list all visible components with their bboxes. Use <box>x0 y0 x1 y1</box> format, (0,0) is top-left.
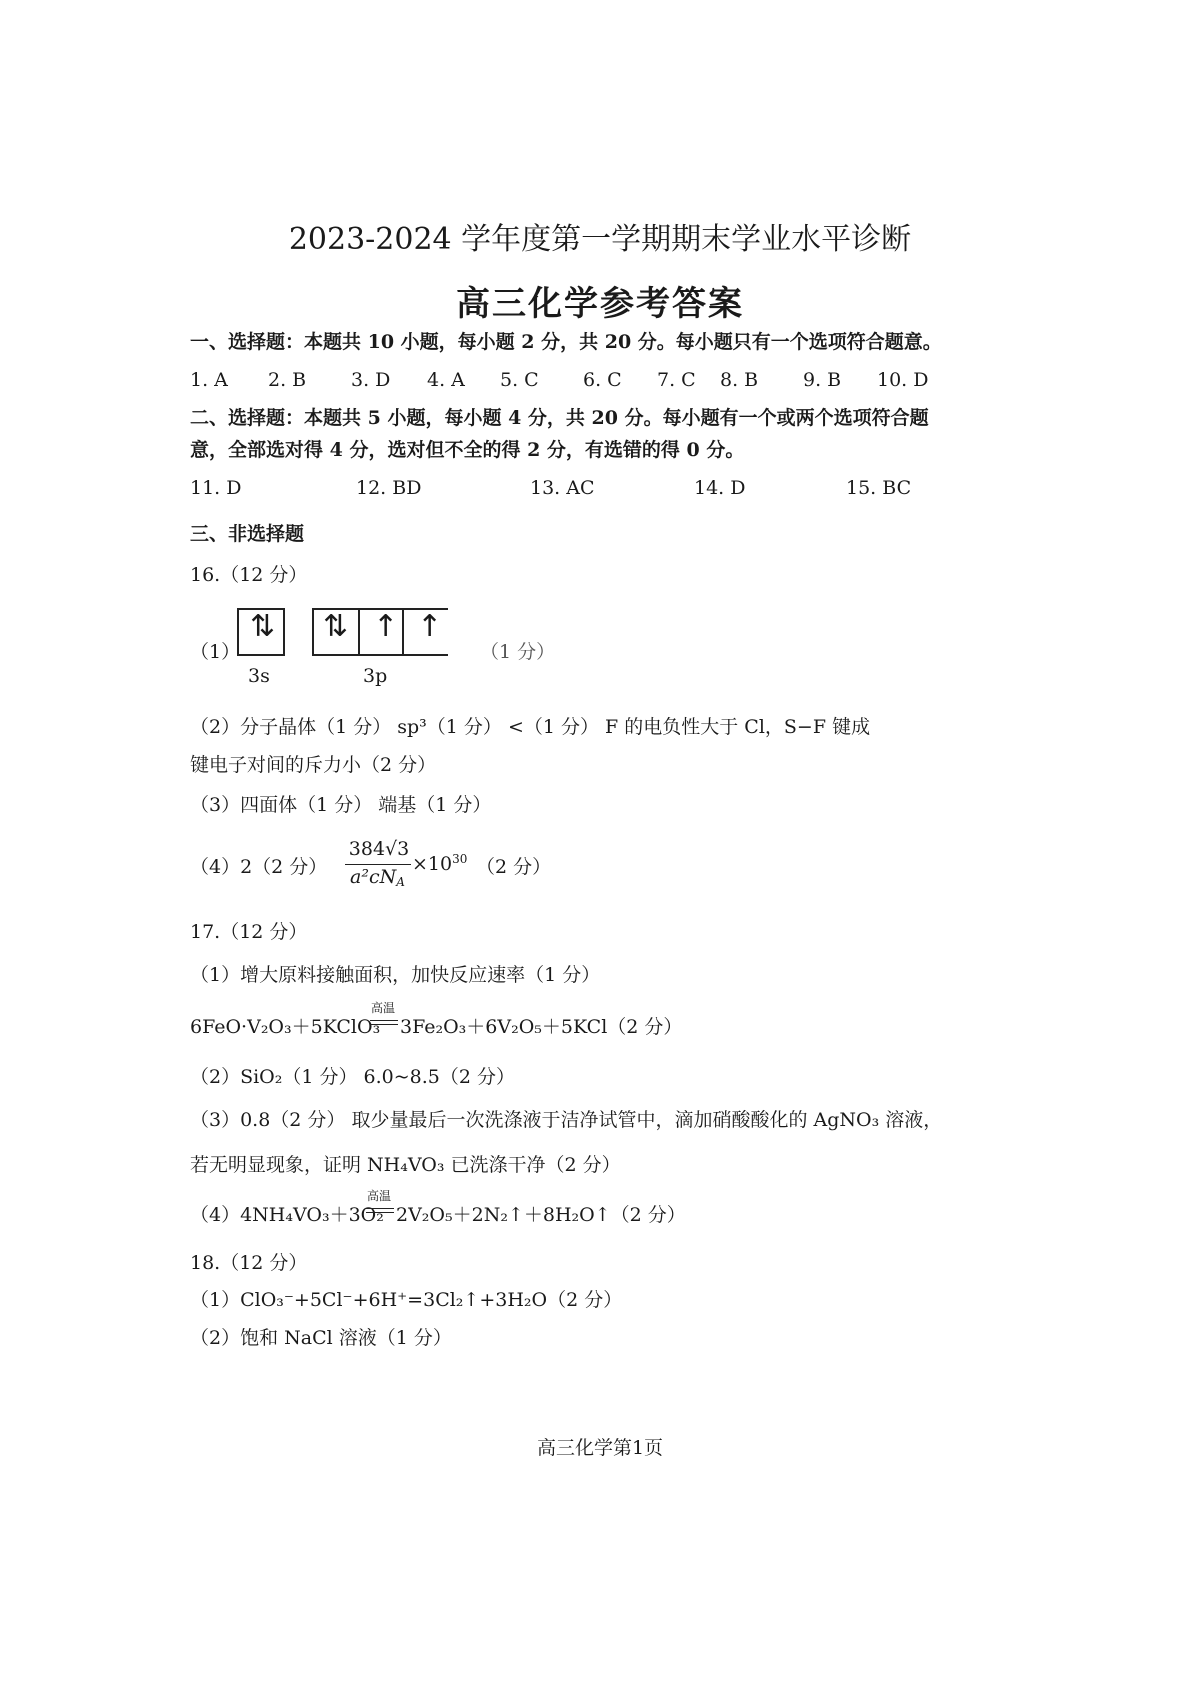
page-footer: 高三化学第1页 <box>536 1437 664 1459</box>
q16-part4-label: （4）2（2 分） <box>190 856 328 878</box>
q18-part2: （2）饱和 NaCl 溶液（1 分） <box>190 1327 452 1349</box>
q16-multiplier <box>412 852 467 875</box>
answer-6: 6. C <box>583 369 622 391</box>
q17-part1: （1）增大原料接触面积，加快反应速率（1 分） <box>190 964 601 986</box>
answer-5: 5. C <box>500 369 539 391</box>
exam-title: 2023-2024 学年度第一学期期末学业水平诊断 <box>288 222 912 257</box>
q18-header: 18.（12 分） <box>190 1252 308 1274</box>
q16-part3: （3）四面体（1 分） 端基（1 分） <box>190 794 492 816</box>
up-arrow-icon: ↑ <box>373 609 399 644</box>
answer-14: 14. D <box>694 477 746 499</box>
up-down-arrow-icon: ⇅ <box>250 609 276 644</box>
orbital-label-3s: 3s <box>248 665 270 687</box>
answer-12: 12. BD <box>356 477 422 499</box>
q17-part3-line2: 若无明显现象，证明 NH₄VO₃ 已洗涤干净（2 分） <box>190 1154 621 1176</box>
orbital-box-3s <box>237 608 285 656</box>
q16-part4-score: （2 分） <box>476 856 552 878</box>
q16-part1-label: （1） <box>190 641 241 663</box>
up-down-arrow-icon: ⇅ <box>323 609 349 644</box>
answer-10: 10. D <box>877 369 929 391</box>
q17-part2: （2）SiO₂（1 分） 6.0~8.5（2 分） <box>190 1066 516 1088</box>
q16-part1-score: （1 分） <box>480 641 556 663</box>
answer-8: 8. B <box>720 369 759 391</box>
equals-sign <box>370 1020 398 1025</box>
multiplier-exponent: 30 <box>452 852 468 866</box>
q16-fraction-denominator <box>350 866 405 889</box>
section3-heading: 三、非选择题 <box>190 523 305 545</box>
answer-7: 7. C <box>657 369 696 391</box>
denominator-main: a²cN <box>350 866 397 888</box>
q17-eq2-right: 2V₂O₅＋2N₂↑＋8H₂O↑（2 分） <box>396 1204 686 1226</box>
equals-sign <box>366 1208 394 1213</box>
orbital-divider <box>402 610 404 654</box>
answer-9: 9. B <box>803 369 842 391</box>
answer-1: 1. A <box>190 369 228 391</box>
q18-part1: （1）ClO₃⁻+5Cl⁻+6H⁺=3Cl₂↑+3H₂O（2 分） <box>190 1289 623 1311</box>
answer-3: 3. D <box>351 369 391 391</box>
orbital-box-3p <box>312 608 448 656</box>
q16-header: 16.（12 分） <box>190 564 308 586</box>
multiplier-base: ×10 <box>412 853 453 875</box>
answer-11: 11. D <box>190 477 242 499</box>
q17-part3-line1: （3）0.8（2 分） 取少量最后一次洗涤液于洁净试管中，滴加硝酸酸化的 AgNO₃ 溶液， <box>190 1109 943 1131</box>
section2-heading-line2: 意，全部选对得 4 分，选对但不全的得 2 分，有选错的得 0 分。 <box>190 439 745 461</box>
q17-eq1-condition: 高温 <box>371 1001 396 1015</box>
answer-2: 2. B <box>268 369 307 391</box>
q16-fraction-numerator: 384√3 <box>348 838 410 860</box>
orbital-divider <box>358 610 360 654</box>
section2-heading-line1: 二、选择题：本题共 5 小题，每小题 4 分，共 20 分。每小题有一个或两个选项符合题 <box>190 407 929 429</box>
denominator-subscript: A <box>396 875 405 889</box>
answer-key-subtitle: 高三化学参考答案 <box>456 284 744 324</box>
orbital-label-3p: 3p <box>363 665 388 687</box>
q17-eq1-left: 6FeO·V₂O₃＋5KClO₃ <box>190 1016 381 1038</box>
answer-15: 15. BC <box>846 477 912 499</box>
q17-header: 17.（12 分） <box>190 921 308 943</box>
q17-eq2-left: （4）4NH₄VO₃＋3O₂ <box>190 1204 384 1226</box>
q16-part2-line1: （2）分子晶体（1 分） sp³（1 分） <（1 分） F 的电负性大于 Cl，S−F 键成 <box>190 716 871 738</box>
section1-heading: 一、选择题：本题共 10 小题，每小题 2 分，共 20 分。每小题只有一个选项符合题意。 <box>190 331 942 353</box>
q16-part2-line2: 键电子对间的斥力小（2 分） <box>190 754 437 776</box>
fraction-bar <box>345 864 411 865</box>
answer-13: 13. AC <box>530 477 595 499</box>
up-arrow-icon: ↑ <box>417 609 443 644</box>
answer-4: 4. A <box>427 369 465 391</box>
q17-eq2-condition: 高温 <box>367 1189 392 1203</box>
q17-eq1-right: 3Fe₂O₃＋6V₂O₅＋5KCl（2 分） <box>400 1016 683 1038</box>
